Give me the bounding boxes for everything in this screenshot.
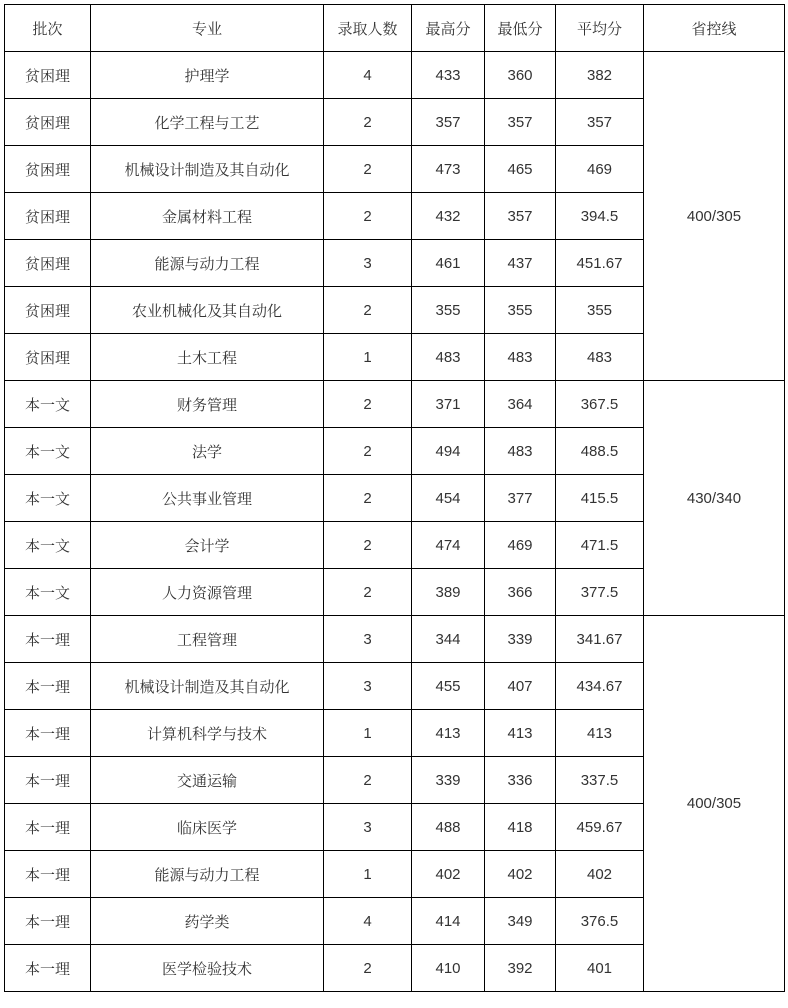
header-admitted-count: 录取人数 xyxy=(324,5,412,52)
cell-min-score: 377 xyxy=(485,475,556,522)
cell-batch: 贫困理 xyxy=(5,146,91,193)
cell-min-score: 336 xyxy=(485,757,556,804)
cell-batch: 本一文 xyxy=(5,381,91,428)
cell-batch: 本一理 xyxy=(5,710,91,757)
cell-max-score: 402 xyxy=(412,851,485,898)
cell-major: 药学类 xyxy=(91,898,324,945)
header-batch: 批次 xyxy=(5,5,91,52)
cell-admitted-count: 4 xyxy=(324,52,412,99)
cell-major: 公共事业管理 xyxy=(91,475,324,522)
cell-batch: 本一理 xyxy=(5,616,91,663)
table-body xyxy=(5,52,785,992)
cell-min-score: 360 xyxy=(485,52,556,99)
cell-max-score: 461 xyxy=(412,240,485,287)
cell-max-score: 494 xyxy=(412,428,485,475)
cell-admitted-count: 2 xyxy=(324,757,412,804)
cell-major: 人力资源管理 xyxy=(91,569,324,616)
cell-major: 法学 xyxy=(91,428,324,475)
cell-avg-score: 394.5 xyxy=(556,193,644,240)
cell-major: 交通运输 xyxy=(91,757,324,804)
cell-min-score: 392 xyxy=(485,945,556,992)
cell-control-line: 400/305 xyxy=(644,52,785,381)
cell-major: 土木工程 xyxy=(91,334,324,381)
cell-avg-score: 483 xyxy=(556,334,644,381)
cell-min-score: 357 xyxy=(485,99,556,146)
cell-avg-score: 451.67 xyxy=(556,240,644,287)
cell-avg-score: 413 xyxy=(556,710,644,757)
cell-max-score: 473 xyxy=(412,146,485,193)
cell-min-score: 402 xyxy=(485,851,556,898)
cell-min-score: 413 xyxy=(485,710,556,757)
cell-admitted-count: 3 xyxy=(324,240,412,287)
cell-avg-score: 469 xyxy=(556,146,644,193)
cell-admitted-count: 4 xyxy=(324,898,412,945)
cell-min-score: 469 xyxy=(485,522,556,569)
cell-min-score: 465 xyxy=(485,146,556,193)
cell-min-score: 418 xyxy=(485,804,556,851)
cell-admitted-count: 2 xyxy=(324,287,412,334)
cell-batch: 本一理 xyxy=(5,945,91,992)
table-row xyxy=(5,616,785,663)
header-row xyxy=(5,5,785,52)
cell-avg-score: 415.5 xyxy=(556,475,644,522)
cell-batch: 贫困理 xyxy=(5,287,91,334)
cell-min-score: 483 xyxy=(485,428,556,475)
cell-admitted-count: 2 xyxy=(324,193,412,240)
cell-avg-score: 341.67 xyxy=(556,616,644,663)
cell-min-score: 349 xyxy=(485,898,556,945)
cell-batch: 本一理 xyxy=(5,898,91,945)
cell-min-score: 366 xyxy=(485,569,556,616)
cell-max-score: 455 xyxy=(412,663,485,710)
header-control-line: 省控线 xyxy=(644,5,785,52)
cell-avg-score: 337.5 xyxy=(556,757,644,804)
cell-avg-score: 376.5 xyxy=(556,898,644,945)
cell-max-score: 413 xyxy=(412,710,485,757)
cell-admitted-count: 2 xyxy=(324,381,412,428)
cell-batch: 本一文 xyxy=(5,428,91,475)
cell-admitted-count: 3 xyxy=(324,804,412,851)
cell-max-score: 357 xyxy=(412,99,485,146)
cell-batch: 贫困理 xyxy=(5,334,91,381)
header-max-score: 最高分 xyxy=(412,5,485,52)
cell-max-score: 414 xyxy=(412,898,485,945)
cell-admitted-count: 1 xyxy=(324,710,412,757)
cell-major: 工程管理 xyxy=(91,616,324,663)
table-row xyxy=(5,381,785,428)
cell-min-score: 437 xyxy=(485,240,556,287)
cell-major: 机械设计制造及其自动化 xyxy=(91,146,324,193)
cell-avg-score: 382 xyxy=(556,52,644,99)
cell-min-score: 483 xyxy=(485,334,556,381)
cell-batch: 本一文 xyxy=(5,475,91,522)
cell-major: 能源与动力工程 xyxy=(91,240,324,287)
header-min-score: 最低分 xyxy=(485,5,556,52)
cell-min-score: 357 xyxy=(485,193,556,240)
cell-admitted-count: 1 xyxy=(324,334,412,381)
cell-major: 机械设计制造及其自动化 xyxy=(91,663,324,710)
cell-avg-score: 401 xyxy=(556,945,644,992)
cell-avg-score: 459.67 xyxy=(556,804,644,851)
cell-control-line: 430/340 xyxy=(644,381,785,616)
cell-major: 金属材料工程 xyxy=(91,193,324,240)
cell-min-score: 339 xyxy=(485,616,556,663)
header-major: 专业 xyxy=(91,5,324,52)
cell-batch: 本一理 xyxy=(5,663,91,710)
table-row xyxy=(5,52,785,99)
cell-avg-score: 434.67 xyxy=(556,663,644,710)
cell-major: 财务管理 xyxy=(91,381,324,428)
cell-max-score: 371 xyxy=(412,381,485,428)
admission-scores-table xyxy=(4,4,785,992)
cell-major: 农业机械化及其自动化 xyxy=(91,287,324,334)
cell-avg-score: 402 xyxy=(556,851,644,898)
cell-admitted-count: 2 xyxy=(324,522,412,569)
cell-avg-score: 488.5 xyxy=(556,428,644,475)
cell-admitted-count: 2 xyxy=(324,475,412,522)
cell-max-score: 488 xyxy=(412,804,485,851)
cell-avg-score: 355 xyxy=(556,287,644,334)
cell-batch: 本一文 xyxy=(5,569,91,616)
cell-avg-score: 377.5 xyxy=(556,569,644,616)
cell-batch: 本一文 xyxy=(5,522,91,569)
cell-avg-score: 471.5 xyxy=(556,522,644,569)
cell-batch: 贫困理 xyxy=(5,52,91,99)
cell-major: 会计学 xyxy=(91,522,324,569)
cell-batch: 本一理 xyxy=(5,851,91,898)
cell-major: 护理学 xyxy=(91,52,324,99)
cell-max-score: 483 xyxy=(412,334,485,381)
cell-batch: 贫困理 xyxy=(5,193,91,240)
cell-batch: 本一理 xyxy=(5,804,91,851)
cell-admitted-count: 3 xyxy=(324,616,412,663)
cell-min-score: 407 xyxy=(485,663,556,710)
cell-avg-score: 357 xyxy=(556,99,644,146)
cell-admitted-count: 3 xyxy=(324,663,412,710)
cell-max-score: 344 xyxy=(412,616,485,663)
cell-major: 医学检验技术 xyxy=(91,945,324,992)
cell-admitted-count: 1 xyxy=(324,851,412,898)
cell-max-score: 389 xyxy=(412,569,485,616)
cell-major: 计算机科学与技术 xyxy=(91,710,324,757)
cell-admitted-count: 2 xyxy=(324,428,412,475)
cell-batch: 本一理 xyxy=(5,757,91,804)
cell-min-score: 364 xyxy=(485,381,556,428)
cell-max-score: 474 xyxy=(412,522,485,569)
cell-admitted-count: 2 xyxy=(324,146,412,193)
cell-control-line: 400/305 xyxy=(644,616,785,992)
cell-major: 能源与动力工程 xyxy=(91,851,324,898)
cell-max-score: 410 xyxy=(412,945,485,992)
cell-min-score: 355 xyxy=(485,287,556,334)
cell-major: 化学工程与工艺 xyxy=(91,99,324,146)
cell-max-score: 339 xyxy=(412,757,485,804)
cell-max-score: 433 xyxy=(412,52,485,99)
cell-max-score: 432 xyxy=(412,193,485,240)
cell-major: 临床医学 xyxy=(91,804,324,851)
cell-admitted-count: 2 xyxy=(324,99,412,146)
cell-batch: 贫困理 xyxy=(5,99,91,146)
cell-max-score: 454 xyxy=(412,475,485,522)
header-avg-score: 平均分 xyxy=(556,5,644,52)
cell-avg-score: 367.5 xyxy=(556,381,644,428)
cell-admitted-count: 2 xyxy=(324,945,412,992)
cell-max-score: 355 xyxy=(412,287,485,334)
cell-batch: 贫困理 xyxy=(5,240,91,287)
cell-admitted-count: 2 xyxy=(324,569,412,616)
